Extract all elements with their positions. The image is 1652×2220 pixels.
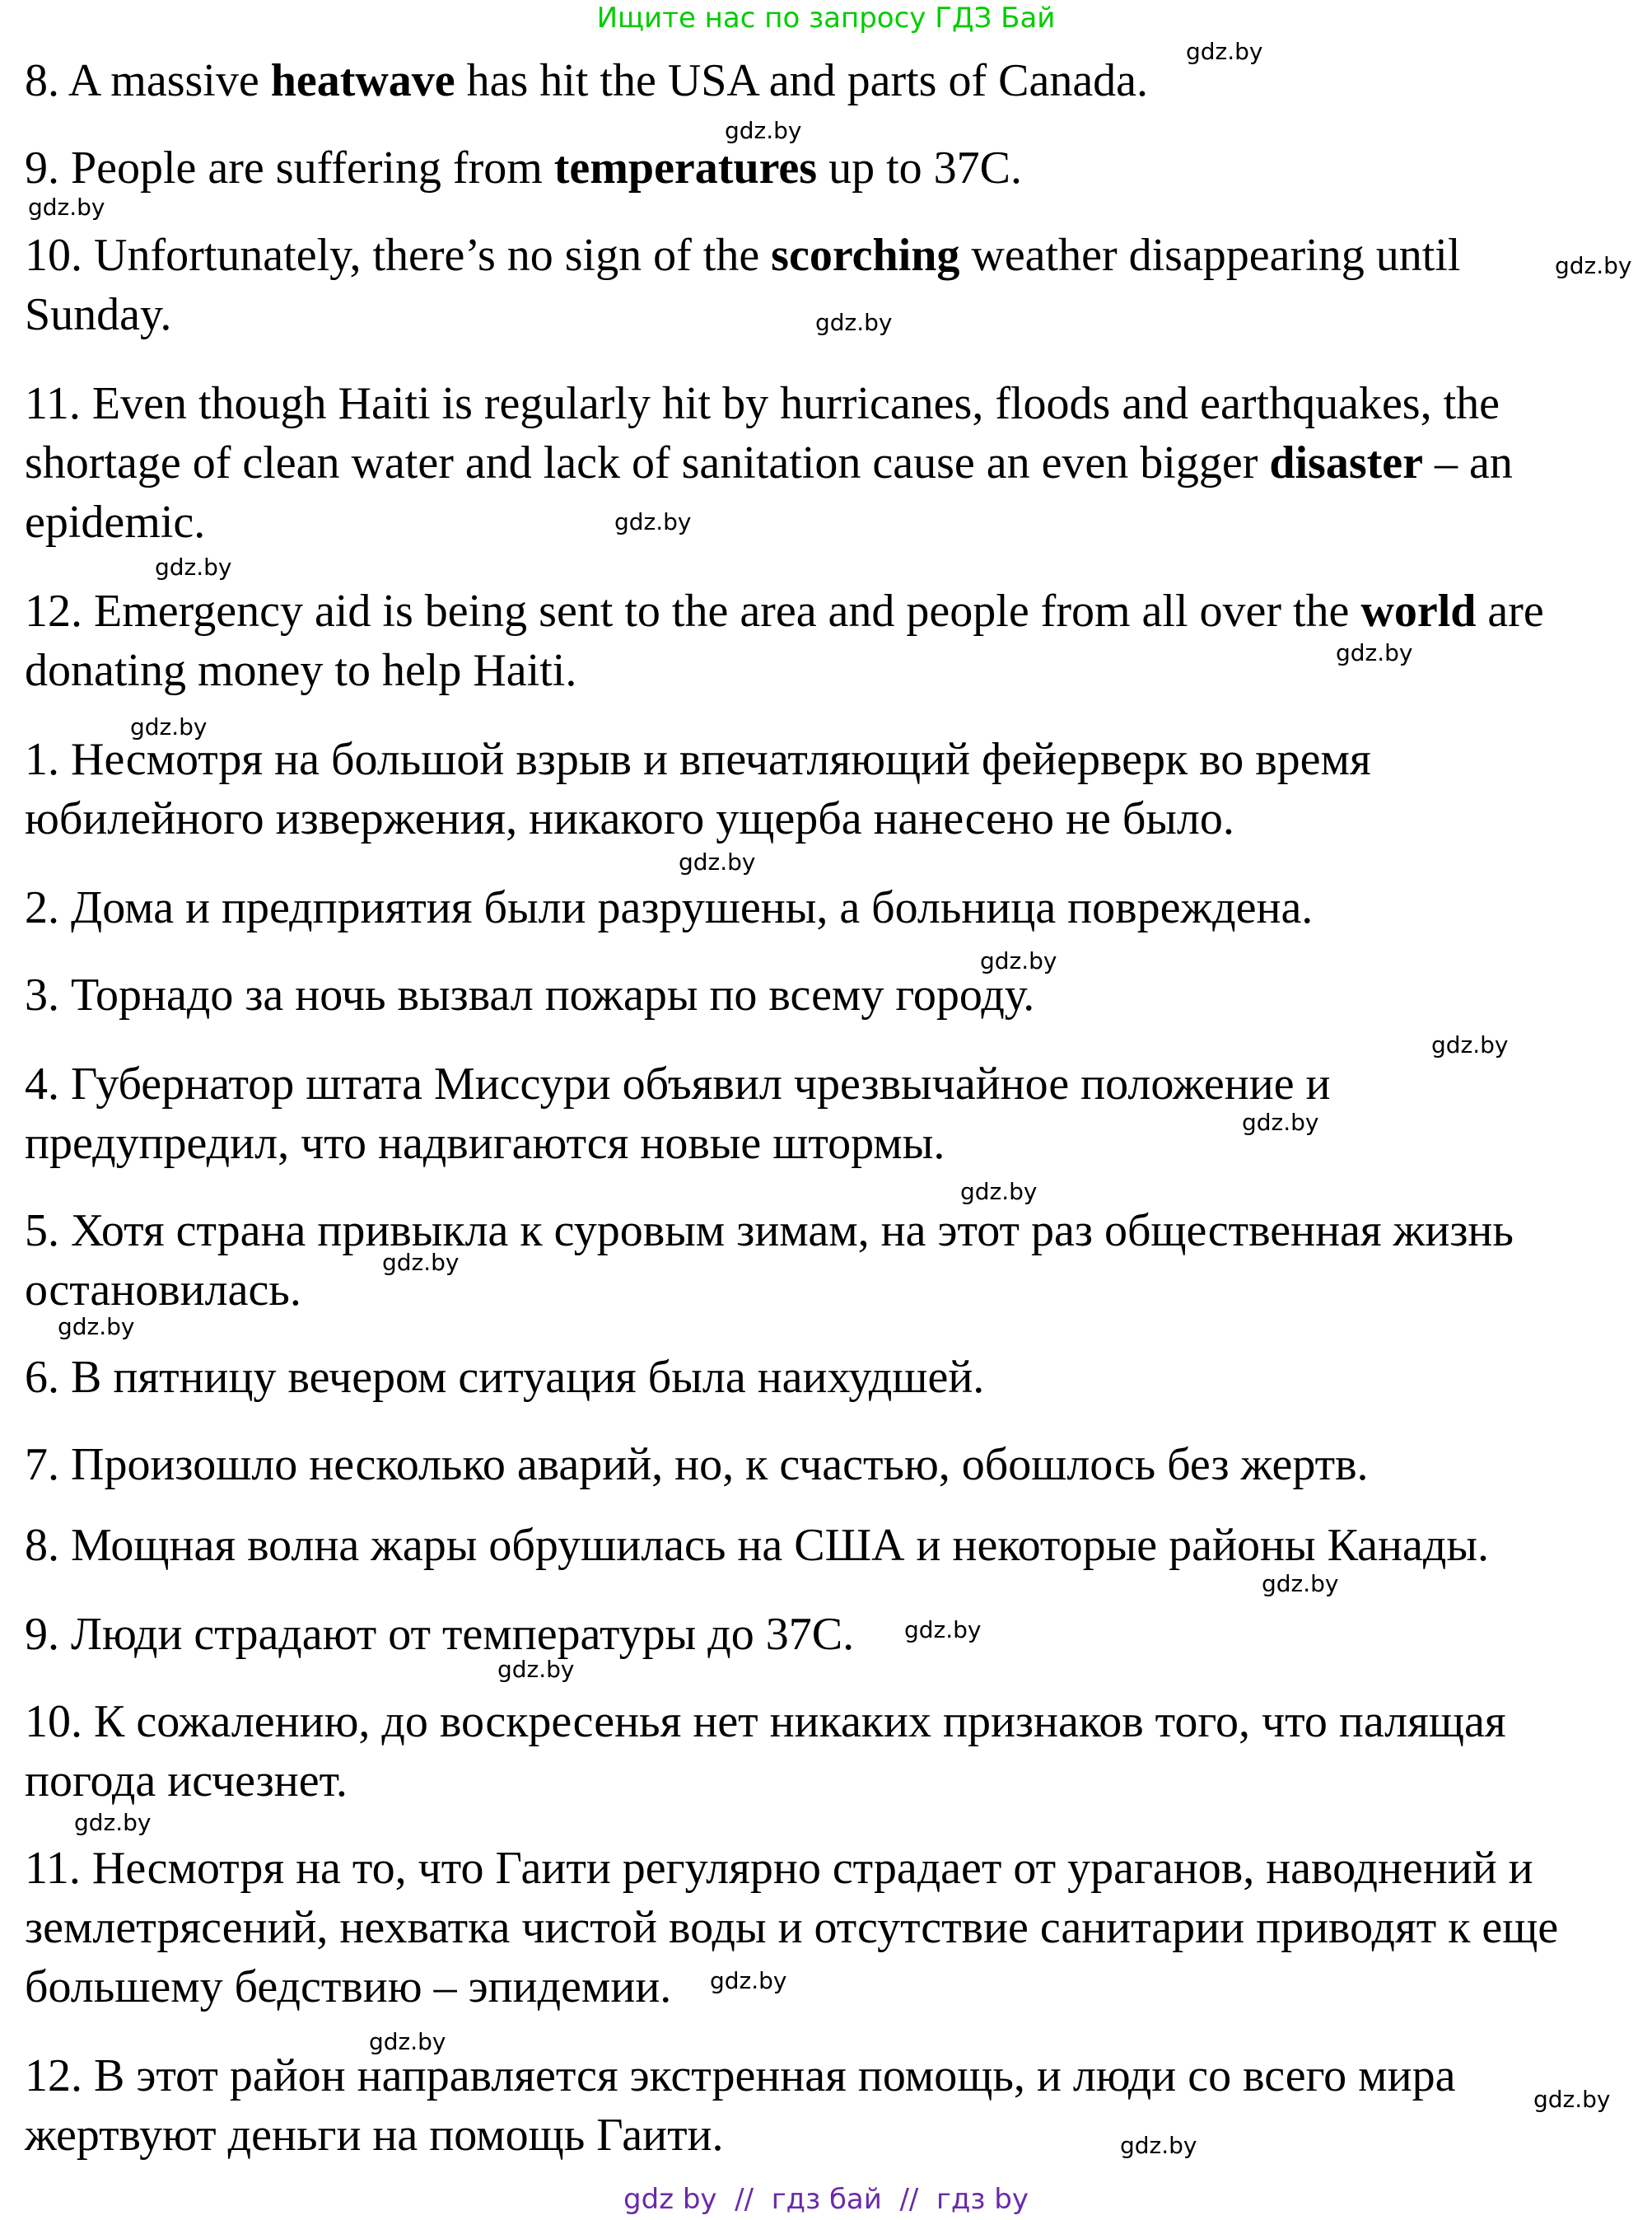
keyword: disaster bbox=[1269, 437, 1423, 488]
sentence-text: Торнадо за ночь вызвал пожары по всему городу. bbox=[71, 970, 1035, 1021]
watermark: gdz.by bbox=[1262, 1570, 1339, 1597]
sentence-text: weather disappearing until Sunday. bbox=[25, 230, 1461, 340]
watermark: gdz.by bbox=[980, 947, 1057, 974]
sentence-number: 9. bbox=[25, 1609, 59, 1660]
footer-links[interactable]: gdz by // гдз бай // гдз by bbox=[623, 2183, 1029, 2216]
russian-sentence-12 bbox=[25, 2046, 1639, 2165]
sentence-text: Произошло несколько аварий, но, к счастью, обошлось без жертв. bbox=[71, 1439, 1369, 1490]
watermark: gdz.by bbox=[1242, 1109, 1319, 1136]
sentence-number: 5. bbox=[25, 1205, 59, 1256]
watermark: gdz.by bbox=[382, 1249, 460, 1276]
watermark: gdz.by bbox=[1555, 252, 1632, 279]
sentence-text: Несмотря на то, что Гаити регулярно страдает от ураганов, наводнений и землетрясений, нехватка чистой воды и отсутствие санитарии приводят к еще большему бедствию – эпидемии. bbox=[25, 1843, 1559, 2012]
header-search-hint[interactable]: Ищите нас по запросу ГДЗ Бай bbox=[596, 2, 1056, 35]
sentence-text: Губернатор штата Миссури объявил чрезвычайное положение и предупредил, что надвигаются новые штормы. bbox=[25, 1059, 1331, 1169]
watermark: gdz.by bbox=[904, 1616, 982, 1643]
watermark: gdz.by bbox=[1431, 1031, 1509, 1059]
english-sentence-8 bbox=[25, 51, 1639, 110]
sentence-number: 8. bbox=[25, 1520, 59, 1571]
russian-sentence-6 bbox=[25, 1348, 1639, 1407]
sentence-text: are donating money to help Haiti. bbox=[25, 586, 1544, 696]
watermark: gdz.by bbox=[679, 848, 756, 876]
sentence-text: Люди страдают от температуры до 37С. bbox=[71, 1609, 855, 1660]
watermark: gdz.by bbox=[28, 194, 105, 221]
sentence-text: – an epidemic. bbox=[25, 437, 1513, 548]
english-sentence-11 bbox=[25, 374, 1639, 552]
sentence-number: 10. bbox=[25, 230, 82, 281]
sentence-number: 10. bbox=[25, 1696, 82, 1747]
russian-sentence-8 bbox=[25, 1516, 1639, 1575]
watermark: gdz.by bbox=[74, 1809, 152, 1836]
sentence-number: 9. bbox=[25, 143, 59, 194]
watermark: gdz.by bbox=[1533, 2086, 1611, 2113]
sentence-number: 2. bbox=[25, 882, 59, 933]
watermark: gdz.by bbox=[155, 554, 232, 581]
keyword: world bbox=[1360, 586, 1477, 637]
sentence-text: A massive bbox=[68, 55, 271, 106]
watermark: gdz.by bbox=[1120, 2132, 1197, 2159]
watermark: gdz.by bbox=[369, 2028, 446, 2055]
sentence-text: Хотя страна привыкла к суровым зимам, на этот раз общественная жизнь остановилась. bbox=[25, 1205, 1514, 1316]
watermark: gdz.by bbox=[960, 1178, 1038, 1205]
sentence-number: 12. bbox=[25, 2050, 82, 2101]
russian-sentence-1 bbox=[25, 730, 1639, 848]
keyword: temperatures bbox=[553, 143, 818, 194]
russian-sentence-4 bbox=[25, 1054, 1639, 1173]
sentence-number: 7. bbox=[25, 1439, 59, 1490]
english-sentence-9 bbox=[25, 138, 1639, 198]
keyword: scorching bbox=[771, 230, 960, 281]
sentence-number: 4. bbox=[25, 1059, 59, 1110]
watermark: gdz.by bbox=[58, 1313, 135, 1340]
russian-sentence-7 bbox=[25, 1435, 1639, 1494]
sentence-number: 1. bbox=[25, 734, 59, 785]
russian-sentence-3 bbox=[25, 965, 1639, 1025]
watermark: gdz.by bbox=[130, 713, 208, 741]
sentence-text: В этот район направляется экстренная помощь, и люди со всего мира жертвуют деньги на помощь Гаити. bbox=[25, 2050, 1456, 2161]
sentence-text: В пятницу вечером ситуация была наихудшей. bbox=[71, 1352, 985, 1403]
sentence-text: has hit the USA and parts of Canada. bbox=[455, 55, 1149, 106]
sentence-number: 8. bbox=[25, 55, 59, 106]
russian-sentence-2 bbox=[25, 878, 1639, 937]
keyword: heatwave bbox=[270, 55, 455, 106]
watermark: gdz.by bbox=[1336, 639, 1413, 666]
watermark: gdz.by bbox=[710, 1967, 787, 1994]
russian-sentence-5 bbox=[25, 1201, 1639, 1320]
sentence-number: 11. bbox=[25, 378, 81, 429]
sentence-number: 12. bbox=[25, 586, 82, 637]
watermark: gdz.by bbox=[815, 309, 893, 336]
watermark: gdz.by bbox=[497, 1656, 575, 1683]
watermark: gdz.by bbox=[614, 508, 692, 535]
sentence-text: People are suffering from bbox=[71, 143, 554, 194]
russian-sentence-11 bbox=[25, 1839, 1639, 2017]
sentence-text: up to 37C. bbox=[817, 143, 1022, 194]
sentence-number: 6. bbox=[25, 1352, 59, 1403]
sentence-text: Emergency aid is being sent to the area and people from all over the bbox=[94, 586, 1361, 637]
sentence-text: Мощная волна жары обрушилась на США и некоторые районы Канады. bbox=[71, 1520, 1489, 1571]
russian-sentence-10 bbox=[25, 1692, 1639, 1811]
sentence-text: Несмотря на большой взрыв и впечатляющий фейерверк во время юбилейного извержения, никакого ущерба нанесено не было. bbox=[25, 734, 1371, 844]
sentence-text: Unfortunately, there’s no sign of the bbox=[94, 230, 772, 281]
russian-sentence-9 bbox=[25, 1605, 1639, 1664]
sentence-text: Дома и предприятия были разрушены, а больница повреждена. bbox=[71, 882, 1314, 933]
sentence-number: 3. bbox=[25, 970, 59, 1021]
sentence-number: 11. bbox=[25, 1843, 81, 1894]
watermark: gdz.by bbox=[1186, 38, 1263, 65]
sentence-text: К сожалению, до воскресенья нет никаких признаков того, что палящая погода исчезнет. bbox=[25, 1696, 1506, 1806]
watermark: gdz.by bbox=[725, 117, 802, 144]
sentence-text: Even though Haiti is regularly hit by hurricanes, floods and earthquakes, the shortage of clean water and lack of sanitation cause an even bigger bbox=[25, 378, 1500, 488]
